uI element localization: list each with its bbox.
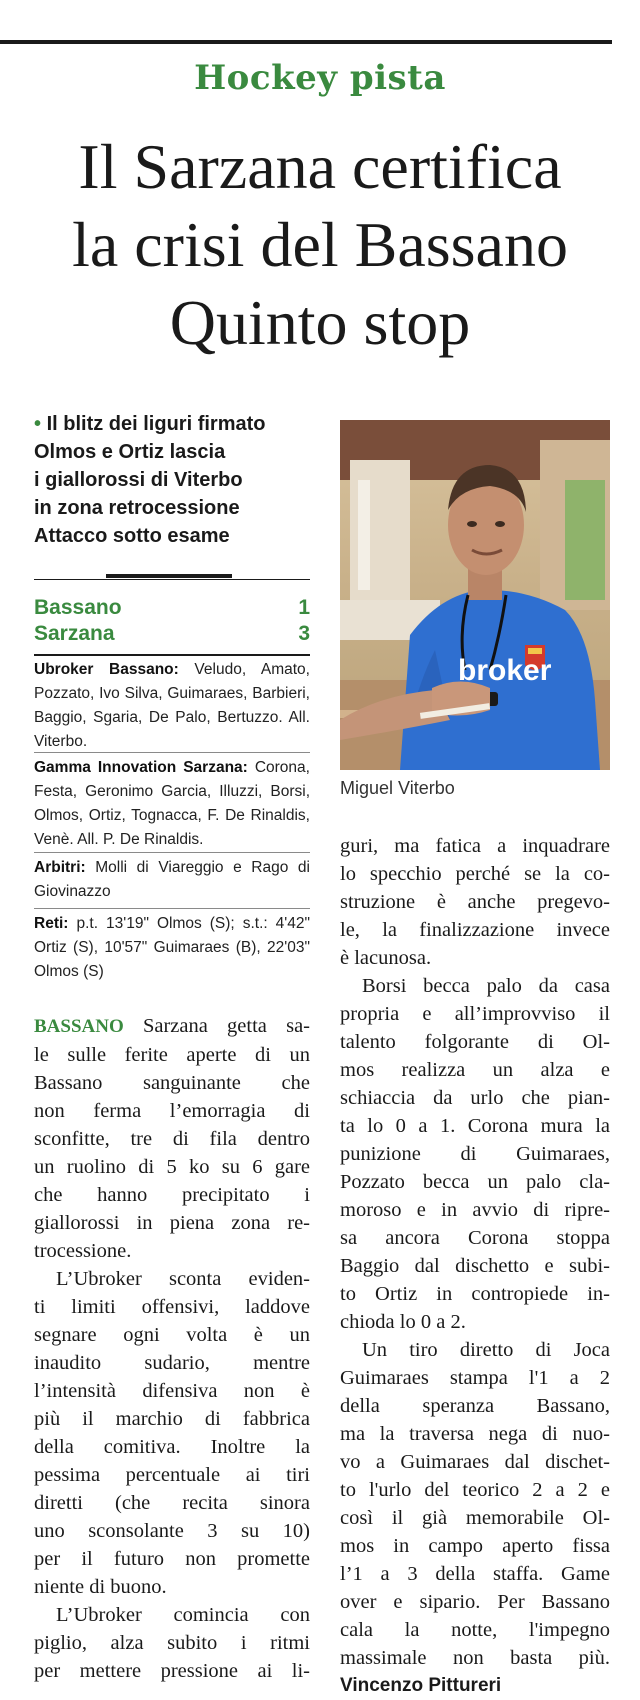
lineup-label: Ubroker Bassano: — [34, 661, 179, 678]
article-line — [34, 1321, 310, 1349]
article-line-text: struzione è anche pregevo- — [340, 891, 610, 913]
article-line-text: niente di buono. — [34, 1576, 167, 1598]
summary-line: i giallorossi di Viterbo — [34, 469, 243, 491]
article-line — [340, 1336, 610, 1364]
article-line — [340, 1112, 610, 1140]
article-line — [34, 1097, 310, 1125]
article-line — [34, 1433, 310, 1461]
lineup-bassano — [34, 658, 310, 754]
article-line-text: Sarzana getta sa- — [142, 1015, 311, 1037]
article-line-text: massimale non basta più. — [340, 1647, 610, 1669]
article-line-text: trocessione. — [34, 1240, 132, 1262]
article-line-text: to l'urlo del teorico 2 a 2 e — [340, 1479, 610, 1501]
article-line-text: è lacunosa. — [340, 947, 432, 969]
article-line-text: ma la traversa nega di nuo- — [340, 1423, 610, 1445]
article-line-text: diretti (che recita sinora — [34, 1492, 310, 1514]
lineup-text: Veludo, Amato, Pozzato, Ivo Silva, Guimaraes, Barbieri, Baggio, Sgaria, De Palo, Bertuzzo. All. Viterbo. — [34, 661, 310, 750]
article-line — [34, 1517, 310, 1545]
article-line-text: Baggio dal dischetto e subi- — [340, 1255, 610, 1277]
article-line — [34, 1265, 310, 1293]
photo-miguel-viterbo — [340, 420, 610, 770]
article-line — [340, 1028, 610, 1056]
article-line-text: della speranza Bassano, — [340, 1395, 610, 1417]
article-line-text: che hanno precipitato i — [34, 1184, 310, 1206]
summary — [34, 410, 310, 550]
article-line — [340, 1084, 610, 1112]
summary-bullet: • — [34, 413, 42, 435]
goals-label: Reti: — [34, 915, 69, 932]
article-line — [340, 916, 610, 944]
team-name: Bassano — [34, 596, 122, 619]
article-line-text: per mettere pressione ai li- — [34, 1660, 310, 1682]
article-line — [340, 972, 610, 1000]
goals-list — [34, 912, 310, 984]
article-line-text: vo a Guimaraes dal dischet- — [340, 1451, 610, 1473]
referees-text: Molli di Viareggio e Rago di Giovinazzo — [34, 859, 310, 900]
article-line — [340, 1000, 610, 1028]
lineup-sarzana — [34, 756, 310, 852]
article-line — [340, 1196, 610, 1224]
article-line-text: ti limiti offensivi, laddove — [34, 1296, 310, 1318]
article-line — [340, 1364, 610, 1392]
article-line-text: mos in campo aperto fissa — [340, 1535, 610, 1557]
box-divider — [34, 752, 310, 753]
referees-label: Arbitri: — [34, 859, 86, 876]
headline — [0, 128, 640, 362]
article-line-text: inaudito sudario, mentre — [34, 1352, 310, 1374]
article-line — [340, 944, 610, 972]
team-name: Sarzana — [34, 622, 115, 645]
article-line — [34, 1041, 310, 1069]
article-line-text: Guimaraes stampa l'1 a 2 — [340, 1367, 610, 1389]
article-line-text: talento folgorante di Ol- — [340, 1031, 610, 1053]
section-kicker: Hockey pista — [194, 58, 446, 98]
article-line-text: propria e all’improvviso il — [340, 1003, 610, 1025]
article-line — [34, 1461, 310, 1489]
shirt-text: broker — [458, 654, 552, 687]
summary-line: Olmos e Ortiz lascia — [34, 441, 226, 463]
article-line — [340, 1588, 610, 1616]
lineup-label: Gamma Innovation Sarzana: — [34, 759, 248, 776]
article-line-text: chioda lo 0 a 2. — [340, 1311, 466, 1333]
summary-line: Il blitz dei liguri firmato — [46, 413, 266, 435]
team-goals: 1 — [298, 596, 310, 619]
article-line-text: l’intensità difensiva non è — [34, 1380, 310, 1402]
article-line — [34, 1012, 310, 1041]
article-line — [340, 832, 610, 860]
article-line — [340, 1560, 610, 1588]
photo-illustration — [340, 420, 610, 770]
box-divider — [34, 852, 310, 853]
article-line-text: Borsi becca palo da casa — [362, 975, 610, 997]
article-line-text: L’Ubroker comincia con — [56, 1604, 310, 1626]
article-line — [34, 1657, 310, 1685]
summary-divider-accent — [106, 574, 232, 578]
score-row-bassano — [34, 596, 310, 620]
article-line — [34, 1349, 310, 1377]
article-line — [340, 888, 610, 916]
article-line-text: punizione di Guimaraes, — [340, 1143, 610, 1165]
article-line-text: L’Ubroker sconta eviden- — [56, 1268, 310, 1290]
summary-divider — [34, 579, 310, 580]
article-line-text: le sulle ferite aperte di un — [34, 1044, 310, 1066]
article-line — [34, 1489, 310, 1517]
article-line — [34, 1153, 310, 1181]
article-line-text: pessima percentuale ai tiri — [34, 1464, 310, 1486]
article-line — [34, 1377, 310, 1405]
headline-line: Il Sarzana certifica — [78, 131, 562, 202]
article-line — [340, 1420, 610, 1448]
article-line-text: moroso e in avvio di ripre- — [340, 1199, 610, 1221]
article-line-text: per il futuro non promette — [34, 1548, 310, 1570]
article-line — [34, 1601, 310, 1629]
team-goals: 3 — [298, 622, 310, 645]
article-line — [340, 1056, 610, 1084]
article-line-text: della comitiva. Inoltre la — [34, 1436, 310, 1458]
article-line — [340, 1644, 610, 1672]
article-line — [340, 1252, 610, 1280]
article-line-text: uno sconsolante 3 su 10) — [34, 1520, 310, 1542]
article-line — [340, 1140, 610, 1168]
article-line — [34, 1629, 310, 1657]
article-column-right — [340, 832, 610, 1700]
article-line-text: to Ortiz in contropiede in- — [340, 1283, 610, 1305]
article-line — [34, 1573, 310, 1601]
article-line — [340, 1392, 610, 1420]
article-line — [340, 1532, 610, 1560]
article-line — [34, 1125, 310, 1153]
article-line — [340, 1476, 610, 1504]
referees — [34, 856, 310, 904]
summary-line: Attacco sotto esame — [34, 525, 230, 547]
article-line — [34, 1209, 310, 1237]
article-line — [340, 1308, 610, 1336]
score-divider — [34, 654, 310, 656]
article-line-text: sa ancora Corona stoppa — [340, 1227, 610, 1249]
article-line-text: ta lo 0 a 1. Corona mura la — [340, 1115, 610, 1137]
article-line — [340, 1224, 610, 1252]
article-line-text: Un tiro diretto di Joca — [362, 1339, 610, 1361]
article-line-text: non ferma l’emorragia di — [34, 1100, 310, 1122]
article-lead-word: BASSANO — [34, 1016, 124, 1037]
headline-line: la crisi del Bassano — [72, 209, 568, 280]
article-line-text: più il marchio di fabbrica — [34, 1408, 310, 1430]
photo-caption: Miguel Viterbo — [340, 778, 455, 798]
article-line — [34, 1293, 310, 1321]
article-line-text: un ruolino di 5 ko su 6 gare — [34, 1156, 310, 1178]
box-divider — [34, 908, 310, 909]
summary-line: in zona retrocessione — [34, 497, 240, 519]
article-line — [34, 1405, 310, 1433]
article-line — [340, 1504, 610, 1532]
lineup-text: Corona, Festa, Geronimo Garcia, Illuzzi, Borsi, Olmos, Ortiz, Tognacca, F. De Rinaldis, Venè. All. P. De Rinaldis. — [34, 759, 310, 848]
top-rule — [0, 40, 612, 44]
article-line — [340, 1616, 610, 1644]
article-line — [34, 1069, 310, 1097]
article-line-text: giallorossi in piena zona re- — [34, 1212, 310, 1234]
article-line — [340, 1448, 610, 1476]
score-row-sarzana — [34, 622, 310, 646]
article-line — [340, 1280, 610, 1308]
article-line-text: schiaccia da urlo che pian- — [340, 1087, 610, 1109]
article-line — [34, 1237, 310, 1265]
headline-line: Quinto stop — [169, 287, 471, 358]
article-line-text: così il già memorabile Ol- — [340, 1507, 610, 1529]
article-line-text: guri, ma fatica a inquadrare — [340, 835, 610, 857]
article-line-text: le, la finalizzazione invece — [340, 919, 610, 941]
article-line-text: Pozzato becca un palo cla- — [340, 1171, 610, 1193]
article-line — [340, 1168, 610, 1196]
article-line-text: sconfitte, tre di fila dentro — [34, 1128, 310, 1150]
goals-text: p.t. 13'19" Olmos (S); s.t.: 4'42" Ortiz (S), 10'57" Guimaraes (B), 22'03" Olmos (S) — [34, 915, 311, 980]
article-line-text: piglio, alza subito i ritmi — [34, 1632, 310, 1654]
article-line — [340, 860, 610, 888]
article-line-text: segnare ogni volta è un — [34, 1324, 310, 1346]
article-line-text: lo specchio perché se la co- — [340, 863, 610, 885]
article-line-text: l’1 a 3 della staffa. Game — [340, 1563, 610, 1585]
article-line-text: over e sipario. Per Bassano — [340, 1591, 610, 1613]
article-line — [34, 1181, 310, 1209]
article-line-text: Bassano sanguinante che — [34, 1072, 310, 1094]
article-column-left — [34, 1012, 310, 1685]
author-signature: Vincenzo Pittureri — [340, 1675, 502, 1696]
article-line — [34, 1545, 310, 1573]
article-line-text: cala la notte, l'impegno — [340, 1619, 610, 1641]
article-line-text: mos realizza un alza e — [340, 1059, 610, 1081]
